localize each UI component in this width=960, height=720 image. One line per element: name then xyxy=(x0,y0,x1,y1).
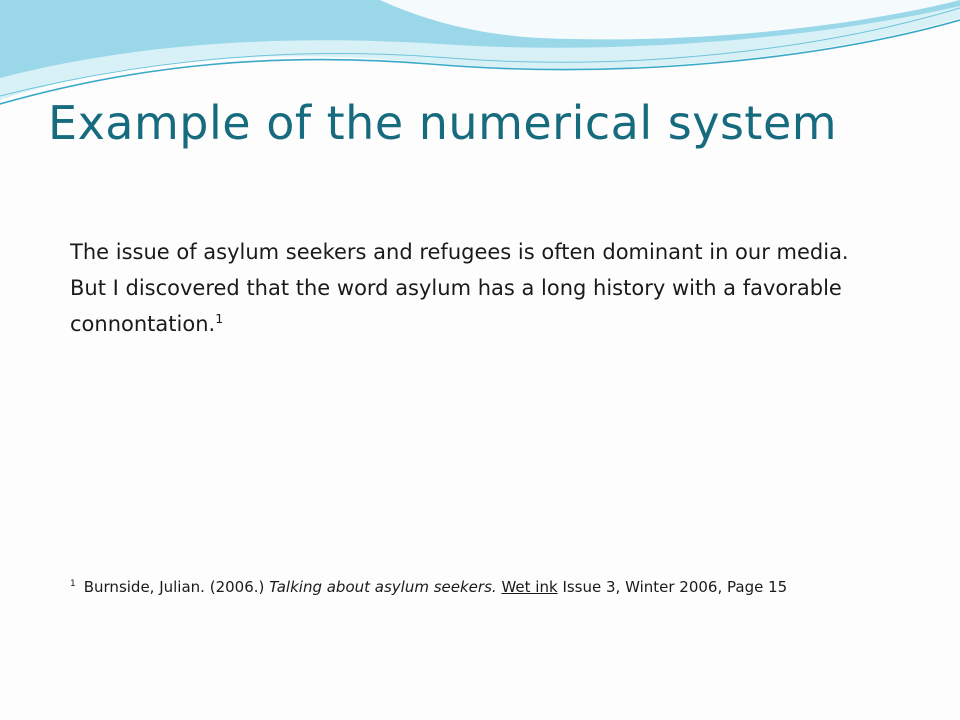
footnote-reference: 1 xyxy=(215,311,224,326)
slide-title: Example of the numerical system xyxy=(48,96,838,150)
footnote-marker: 1 xyxy=(70,579,76,589)
footnote-details: Issue 3, Winter 2006, Page 15 xyxy=(562,578,788,596)
footnote-title: Talking about asylum seekers. xyxy=(269,578,497,596)
body-text: The issue of asylum seekers and refugees is often dominant in our media. But I discovered that the word asylum has a long history with a favorable connontation. xyxy=(70,240,849,336)
footnote-author-year: Burnside, Julian. (2006.) xyxy=(83,578,265,596)
footnote-publication: Wet ink xyxy=(501,578,558,596)
body-paragraph xyxy=(70,234,870,342)
footnote xyxy=(70,578,787,596)
